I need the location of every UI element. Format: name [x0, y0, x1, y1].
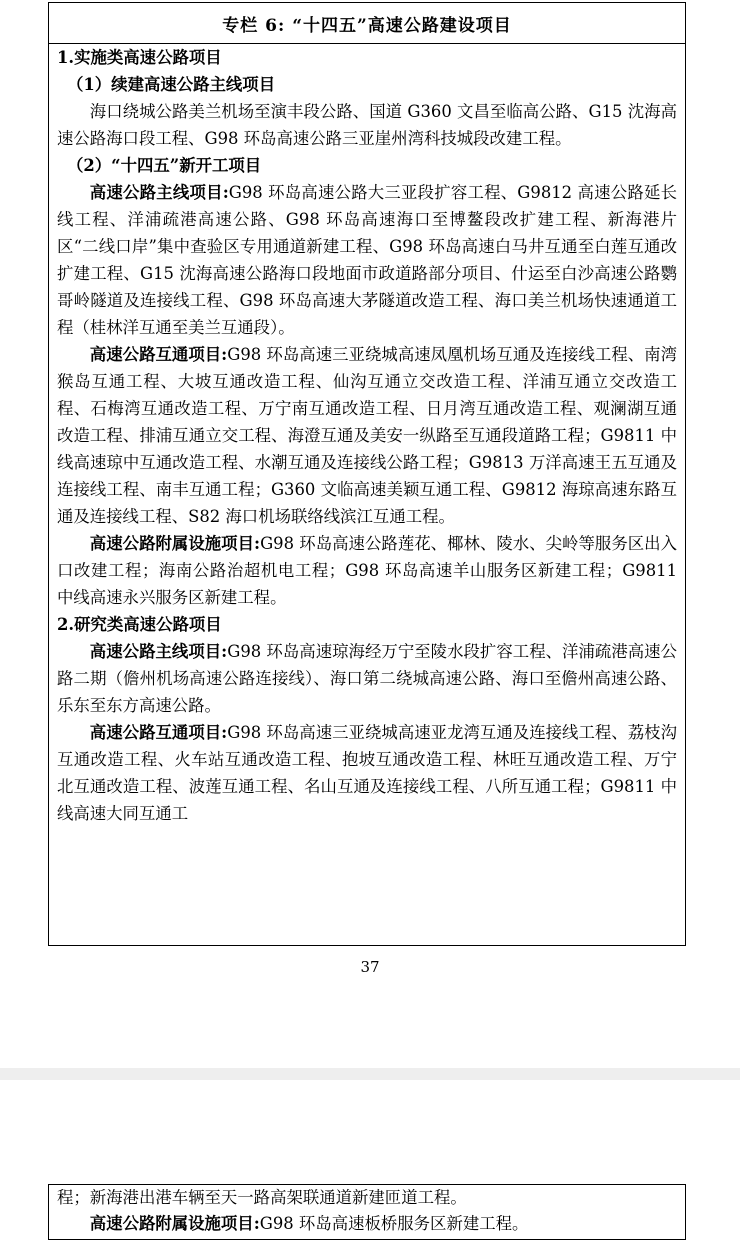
section1-heading: 1.实施类高速公路项目	[57, 48, 222, 67]
column-content	[49, 44, 685, 827]
column-box-continued	[48, 1184, 686, 1240]
sub1-heading: （1）续建高速公路主线项目	[67, 75, 276, 94]
paragraph-lead: 高速公路互通项目:	[89, 345, 228, 364]
paragraph-text: G98 环岛高速三亚绕城高速亚龙湾互通及连接线工程、荔枝沟互通改造工程、火车站互通改造工程、抱坡互通改造工程、林旺互通改造工程、万宁北互通改造工程、波莲互通工程、名山互通及连接线工程、八所互通工程；G9811 中线高速大同互通工	[57, 723, 677, 823]
paragraph-lead: 高速公路附属设施项目:	[89, 1214, 260, 1233]
column-title: 专栏 6: “十四五”高速公路建设项目	[49, 3, 685, 44]
continuation-line: 程；新海港出港车辆至天一路高架联通道新建匝道工程。	[57, 1188, 467, 1207]
section2-heading: 2.研究类高速公路项目	[57, 615, 222, 634]
paragraph-lead: 高速公路主线项目:	[89, 183, 229, 202]
paragraph-text: G98 环岛高速琼海经万宁至陵水段扩容工程、洋浦疏港高速公路二期（儋州机场高速公路连接线）、海口第二绕城高速公路、海口至儋州高速公路、乐东至东方高速公路。	[57, 642, 677, 715]
cut-off-text-line	[60, 1248, 680, 1256]
paragraph-text: G98 环岛高速公路大三亚段扩容工程、G9812 高速公路延长线工程、洋浦疏港高速公路、G98 环岛高速海口至博鳌段改扩建工程、新海港片区“二线口岸”集中查验区专用通道新建工程、G98 环岛高速白马井互通至白莲互通改扩建工程、G15 沈海高速公路海口段地面市政道路部分项目、什运至白沙高速公路鹦哥岭隧道及连接线工程、G98 环岛高速大茅隧道改造工程、海口美兰机场快速通道工程（桂林洋互通至美兰互通段）。	[57, 183, 677, 337]
document-page-38	[0, 1080, 740, 1256]
paragraph-lead: 高速公路附属设施项目:	[89, 534, 261, 553]
page-number: 37	[360, 958, 380, 976]
sub2-mainline-paragraph	[57, 179, 677, 341]
column-box	[48, 2, 686, 946]
paragraph-text: G98 环岛高速板桥服务区新建工程。	[259, 1214, 529, 1233]
section2-mainline-paragraph	[57, 638, 677, 719]
paragraph-lead: 高速公路主线项目:	[89, 642, 228, 661]
paragraph-lead: 高速公路互通项目:	[89, 723, 228, 742]
page2-facility-paragraph	[57, 1211, 677, 1237]
paragraph-text: G98 环岛高速公路莲花、椰林、陵水、尖岭等服务区出入口改建工程；海南公路治超机电工程；G98 环岛高速羊山服务区新建工程；G9811 中线高速永兴服务区新建工程。	[57, 534, 677, 607]
page-separator	[0, 1068, 740, 1080]
sub2-interchange-paragraph	[57, 341, 677, 530]
sub2-facility-paragraph	[57, 530, 677, 611]
section2-interchange-paragraph	[57, 719, 677, 827]
paragraph-text: G98 环岛高速三亚绕城高速凤凰机场互通及连接线工程、南湾猴岛互通工程、大坡互通改造工程、仙沟互通立交改造工程、洋浦互通立交改造工程、石梅湾互通改造工程、万宁南互通改造工程、日月湾互通改造工程、观澜湖互通改造工程、排浦互通立交工程、海澄互通及美安一纵路至互通段道路工程；G9811 中线高速琼中互通改造工程、水潮互通及连接线公路工程；G9813 万洋高速王五互通及连接线工程、南丰互通工程；G360 文临高速美颖互通工程、G9812 海琼高速东路互通及连接线工程、S82 海口机场联络线滨江互通工程。	[57, 345, 677, 526]
sub1-paragraph: 海口绕城公路美兰机场至演丰段公路、国道 G360 文昌至临高公路、G15 沈海高速公路海口段工程、G98 环岛高速公路三亚崖州湾科技城段改建工程。	[57, 102, 677, 148]
sub2-heading: （2）“十四五”新开工项目	[67, 156, 262, 175]
